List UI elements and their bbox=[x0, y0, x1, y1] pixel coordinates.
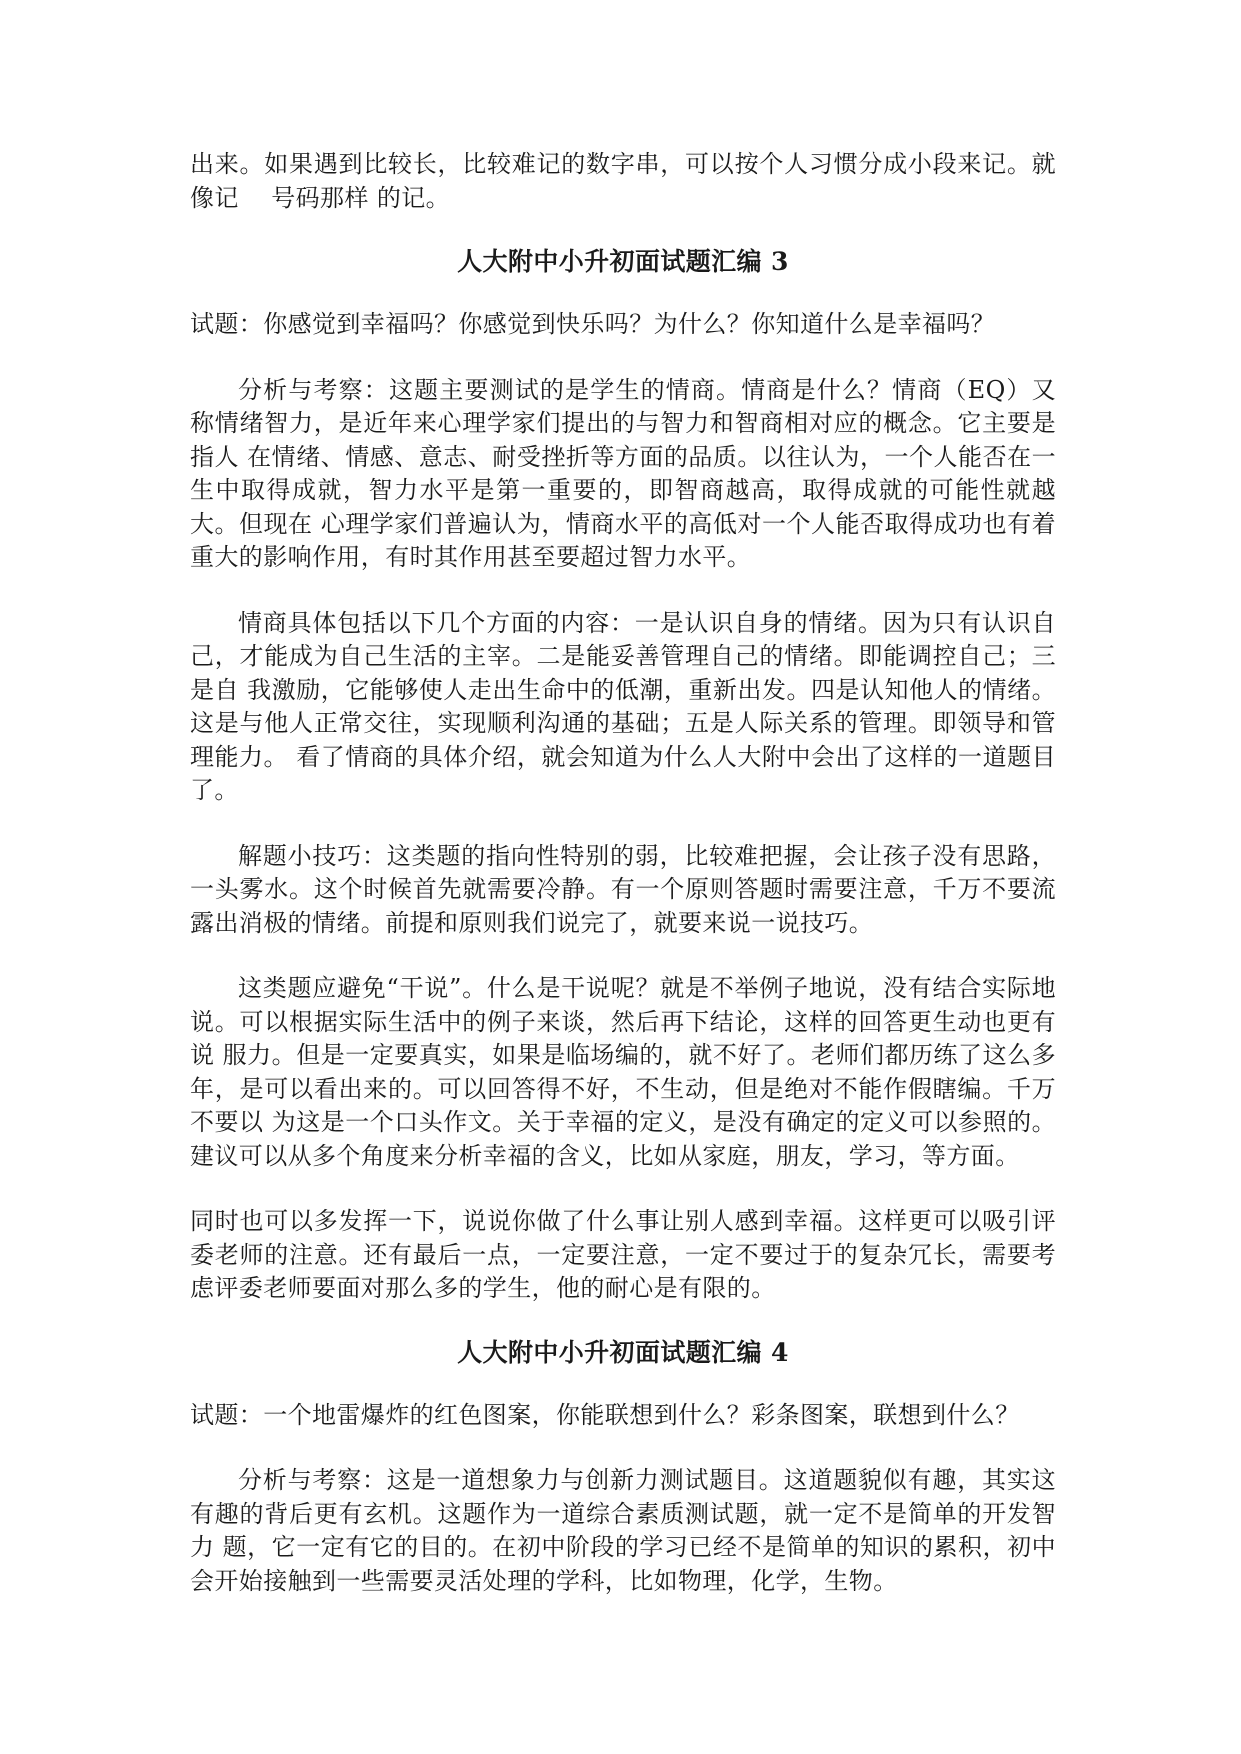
question-3: 试题：你感觉到幸福吗？你感觉到快乐吗？为什么？你知道什么是幸福吗？ bbox=[190, 310, 996, 338]
analysis-4: 分析与考察：这是一道想象力与创新力测试题目。这道题貌似有趣，其实这有趣的背后更有玄机。这题作为一道综合素质测试题，就一定不是简单的开发智力 题，它一定有它的目的。在初中阶段的学习已经不是简单的知识的累积，初中会开始接触到一些需要灵活处理的学科，比如物理，化学，生物。 bbox=[190, 1466, 1056, 1595]
document-page bbox=[190, 148, 1056, 1598]
paragraph-intro-continuation: 出来。如果遇到比较长，比较难记的数字串，可以按个人习惯分成小段来记。就像记 号码那样 的记。 bbox=[190, 150, 1056, 212]
section-heading-4: 人大附中小升初面试题汇编 4 bbox=[457, 1337, 789, 1367]
avoid-empty-talk-paragraph: 这类题应避免“干说”。什么是干说呢？就是不举例子地说，没有结合实际地说。可以根据实际生活中的例子来谈，然后再下结论，这样的回答更生动也更有说 服力。但是一定要真实，如果是临场编的，就不好了。老师们都历练了这么多年，是可以看出来的。可以回答得不好，不生动，但是绝对不能作假瞎编。千万不要以 为这是一个口头作文。关于幸福的定义，是没有确定的定义可以参照的。建议可以从多个角度来分析幸福的含义，比如从家庭，朋友，学习，等方面。 bbox=[190, 974, 1056, 1170]
closing-paragraph-3: 同时也可以多发挥一下，说说你做了什么事让别人感到幸福。这样更可以吸引评委老师的注意。还有最后一点，一定要注意，一定不要过于的复杂冗长，需要考虑评委老师要面对那么多的学生，他的耐心是有限的。 bbox=[190, 1207, 1056, 1302]
question-4: 试题：一个地雷爆炸的红色图案，你能联想到什么？彩条图案，联想到什么？ bbox=[190, 1400, 1020, 1429]
analysis-3: 分析与考察：这题主要测试的是学生的情商。情商是什么？情商（EQ）又称情绪智力，是近年来心理学家们提出的与智力和智商相对应的概念。它主要是指人 在情绪、情感、意志、耐受挫折等方面的品质。以往认为，一个人能否在一生中取得成就，智力水平是第一重要的，即智商越高，取得成就的可能性就越大。但现在 心理学家们普遍认为，情商水平的高低对一个人能否取得成功也有着重大的影响作用，有时其作用甚至要超过智力水平。 bbox=[190, 375, 1056, 571]
section-heading-3: 人大附中小升初面试题汇编 3 bbox=[457, 247, 789, 276]
tips-paragraph: 解题小技巧：这类题的指向性特别的弱，比较难把握，会让孩子没有思路，一头雾水。这个时候首先就需要冷静。有一个原则答题时需要注意，千万不要流露出消极的情绪。前提和原则我们说完了，就要来说一说技巧。 bbox=[190, 841, 1056, 937]
eq-components-paragraph: 情商具体包括以下几个方面的内容：一是认识自身的情绪。因为只有认识自己，才能成为自己生活的主宰。二是能妥善管理自己的情绪。即能调控自己；三是自 我激励，它能够使人走出生命中的低潮，重新出发。四是认知他人的情绪。这是与他人正常交往，实现顺利沟通的基础；五是人际关系的管理。即领导和管理能力。 看了情商的具体介绍，就会知道为什么人大附中会出了这样的一道题目了。 bbox=[190, 608, 1056, 804]
